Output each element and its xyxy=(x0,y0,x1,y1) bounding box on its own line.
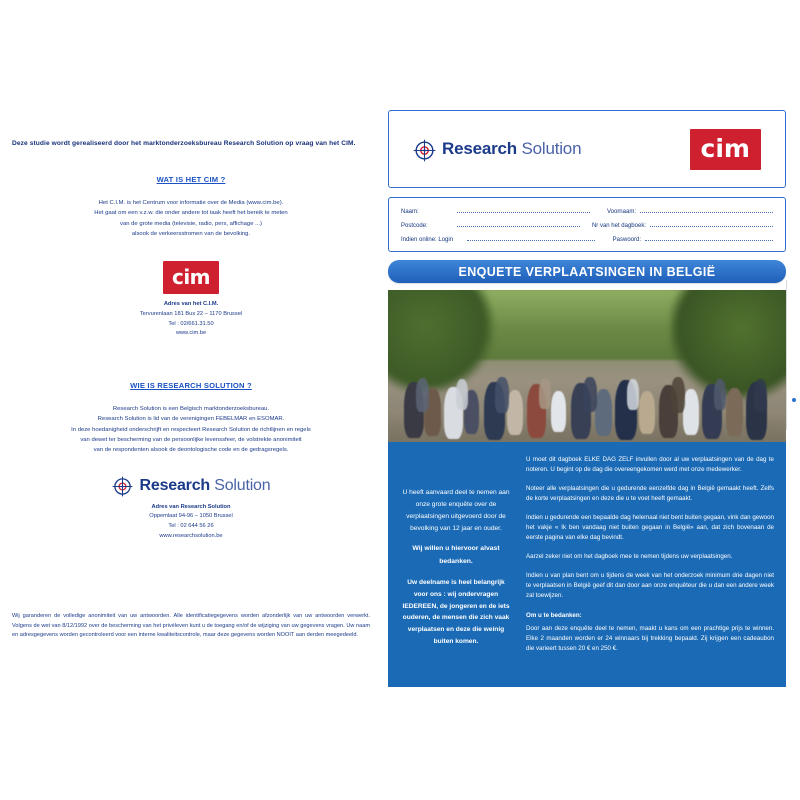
cover-title-banner: ENQUETE VERPLAATSINGEN IN BELGIË xyxy=(388,260,786,283)
heading-wie-is-research-solution: WIE IS RESEARCH SOLUTION ? xyxy=(130,380,252,390)
cim-description xyxy=(12,198,370,239)
instruction-paragraph-1: U moet dit dagboek ELKE DAG ZELF invullen door al uw verplaatsingen van de dag te noteren. U begint op de dag die overeengekomen werd met onze medewerker. xyxy=(526,456,774,474)
input-login[interactable] xyxy=(467,233,595,241)
header-rs-wordmark xyxy=(442,139,581,159)
rs-desc-line-1: Research Solution is een Belgisch marktonderzoeksbureau. xyxy=(112,405,270,412)
page-edge-marker xyxy=(792,398,796,402)
privacy-notice: Wij garanderen de volledige anonimiteit van uw antwoorden. Alle identificatiegegevens worden afzonderlijk van uw antwoorden verwerkt. Volgens de wet van 8/12/1992 over de bescherming van het privéleven kunt u de toegang en/of de wijziging van uw gegevens vragen. Uw naam en adresgegevens worden gecontroleerd voor een interne kwaliteitscontrole, maar deze gegevens worden NOOIT aan derden meegedeeld. xyxy=(12,613,370,638)
rs-address-heading: Adres van Research Solution xyxy=(151,503,231,510)
instructions-column xyxy=(526,455,774,665)
input-paswoord[interactable] xyxy=(645,233,773,241)
label-postcode: Postcode: xyxy=(401,223,428,229)
rs-address-phone: Tel : 02 644 56 26 xyxy=(168,522,214,529)
left-page-content xyxy=(12,140,370,541)
research-solution-address xyxy=(12,503,370,542)
cim-desc-line-1: Het C.I.M. is het Centrum voor informatie over de Media (www.cim.be). xyxy=(98,199,284,206)
cover-photo-crowd xyxy=(388,290,786,442)
form-row-postcode xyxy=(401,219,773,229)
instruction-paragraph-5: Indien u van plan bent om u tijdens de week van het onderzoek minimum drie dagen niet te verplaatsen in België geef dit dan door aan onze enquêteur die u dan een andere week zal toewijzen. xyxy=(526,572,774,600)
cim-logo-container xyxy=(12,261,370,294)
research-solution-description xyxy=(12,404,370,456)
cim-desc-line-2: Het gaat om een v.z.w. die onder andere tot taak heeft het bereik te meten xyxy=(94,210,288,217)
label-naam: Naam: xyxy=(401,209,419,215)
rs-desc-line-2: Research Solution is lid van de verenigingen FEBELMAR en ESOMAR. xyxy=(97,416,285,423)
thanks-paragraph-1: U heeft aanvaard deel te nemen aan onze grote enquête over de verplaatsingen uitgevoerd door de bevolking van 12 jaar en ouder. xyxy=(402,489,510,532)
cim-address-phone: Tel : 02/661.31.50 xyxy=(168,320,214,327)
rs-desc-line-3: In deze hoedanigheid onderschrijft en respecteert Research Solution de richtlijnen en regels xyxy=(71,426,311,433)
form-row-login xyxy=(401,233,773,243)
research-solution-wordmark xyxy=(140,477,271,495)
label-paswoord: Paswoord: xyxy=(612,237,641,243)
label-indien-online-login: Indien online: Login xyxy=(401,237,454,243)
heading-wat-is-het-cim: WAT IS HET CIM ? xyxy=(156,174,226,184)
cover-intro-section xyxy=(388,442,786,687)
header-rs-wordmark-light: Solution xyxy=(521,139,582,158)
cim-address-heading: Adres van het C.I.M. xyxy=(163,301,219,308)
header-rs-wordmark-bold: Research xyxy=(442,139,517,158)
input-voornaam[interactable] xyxy=(640,205,773,213)
cim-logo: cim xyxy=(163,261,219,294)
input-naam[interactable] xyxy=(457,205,590,213)
cim-address xyxy=(12,300,370,339)
thanks-paragraph-3: Uw deelname is heel belangrijk voor ons : wij ondervragen IEDEREEN, de jongeren en de iets ouderen, de mensen die zich vaak verplaatsen en deze die weinig buiten komen. xyxy=(402,578,510,646)
photo-crowd-figures xyxy=(388,336,786,442)
reward-heading: Om u te bedanken: xyxy=(526,611,582,619)
cim-address-street: Tervurenlaan 181 Bus 22 – 1170 Brussel xyxy=(139,310,243,317)
rs-wordmark-bold: Research xyxy=(139,477,210,495)
instruction-paragraph-3: Indien u gedurende een bepaalde dag helemaal niet bent buiten gegaan, vink dan gewoon het vakje « Ik ben vandaag niet buiten gegaan in België» aan, dat zich bovenaan de eerste pagina van elke dag bevindt. xyxy=(526,514,774,542)
rs-wordmark-light: Solution xyxy=(214,477,271,495)
label-nr-dagboek: Nr van het dagboek: xyxy=(591,223,646,229)
cim-address-website: www.cim.be xyxy=(175,330,207,337)
rs-address-website: www.researchsolution.be xyxy=(159,532,223,539)
header-cim-logo: cim xyxy=(690,129,761,170)
thanks-paragraph-2: Wij willen u hiervoor alvast bedanken. xyxy=(412,545,500,565)
input-nr-dagboek[interactable] xyxy=(650,219,773,227)
right-page-content xyxy=(388,110,786,687)
label-voornaam: Voornaam: xyxy=(606,209,636,215)
target-icon xyxy=(112,476,133,497)
respondent-form xyxy=(388,197,786,252)
cim-desc-line-3: van de grote media (televisie, radio, pers, affichage ...) xyxy=(120,220,262,227)
research-solution-logo xyxy=(12,476,370,497)
thanks-column xyxy=(400,455,512,665)
rs-desc-line-4: van dewet ter bescherming van de persoonlijke levenssfeer, de volstrekte anonimiteit xyxy=(80,436,302,443)
rs-desc-line-5: van de respondenten alsook de deontologische code en de gedragsregels. xyxy=(93,447,289,454)
intro-statement: Deze studie wordt gerealiseerd door het marktonderzoeksbureau Research Solution op vraag van het CIM. xyxy=(12,140,356,147)
cover-logo-header xyxy=(388,110,786,188)
page-edge-sliver xyxy=(786,280,792,430)
rs-address-street: Oppemlaat 94-96 – 1050 Brussel xyxy=(149,513,233,520)
instruction-paragraph-4: Aarzel zeker niet om het dagboek mee te nemen tijdens uw verplaatsingen. xyxy=(526,553,733,561)
input-postcode[interactable] xyxy=(457,219,580,227)
instruction-paragraph-2: Noteer alle verplaatsingen die u gedurende eenzelfde dag in België gemaakt heeft. Zelfs de korte verplaatsingen en deze die u te voet heeft gemaakt. xyxy=(526,485,774,503)
header-research-solution-logo xyxy=(413,139,581,160)
form-row-naam xyxy=(401,205,773,215)
cim-desc-line-4: alsook de verkeersstromen van de bevolking. xyxy=(131,230,251,237)
target-icon xyxy=(413,139,434,160)
reward-paragraph: Door aan deze enquête deel te nemen, maakt u kans om een prachtige prijs te winnen. Elke 2 maanden worden er 24 winnaars bij trekking bepaald. Zij krijgen een cadeaubon die varieert tussen 20 € en 250 €. xyxy=(526,624,774,652)
